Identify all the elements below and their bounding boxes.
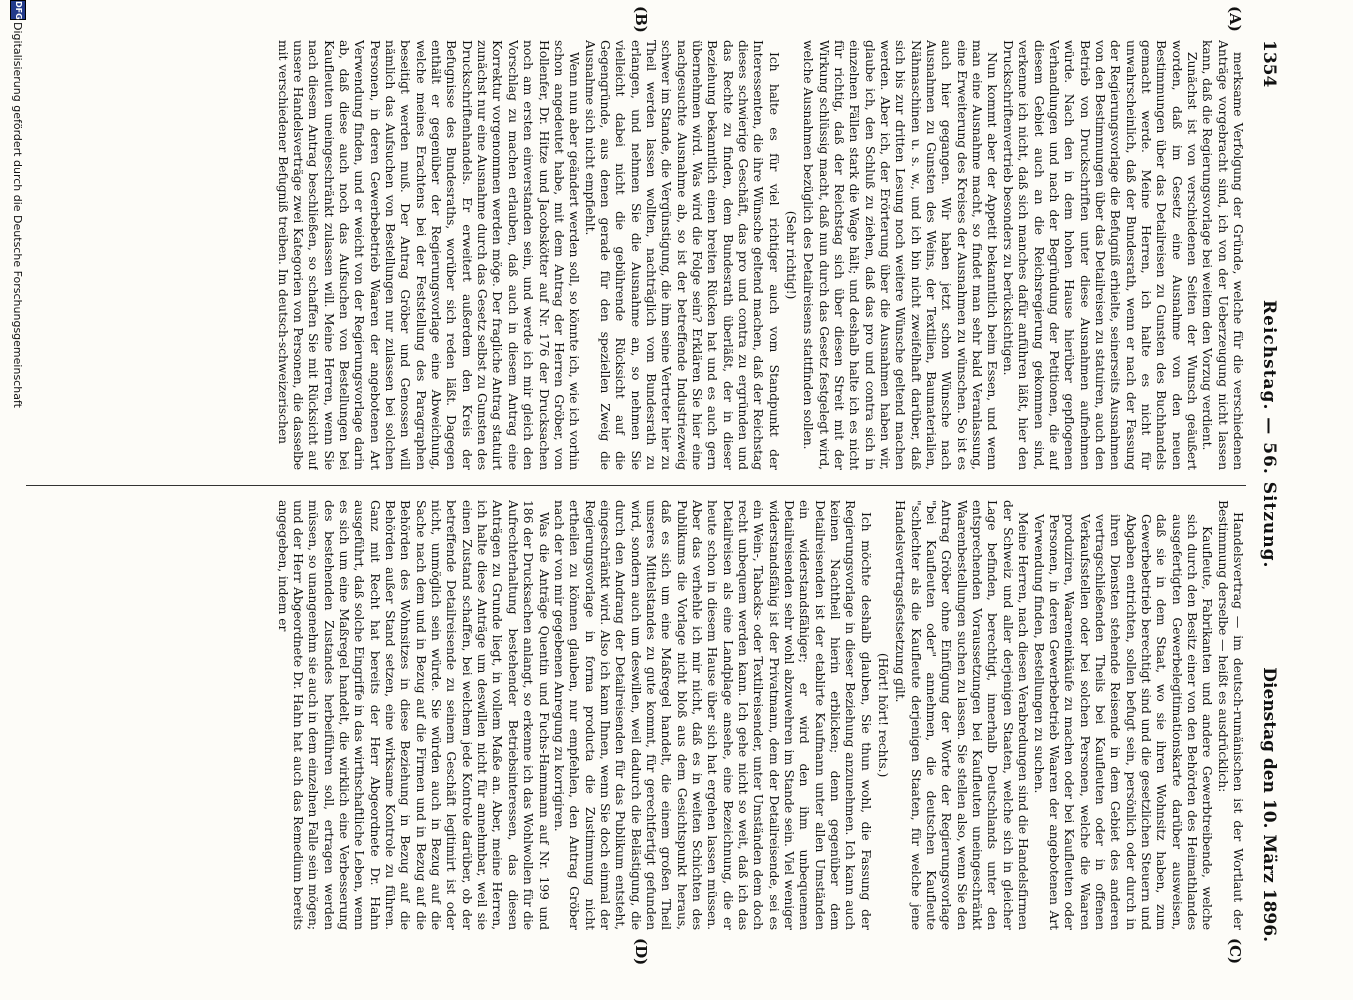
- paragraph: Meine Herren, nach diesen Verabredungen sind die Handelsfirmen der Schweiz und aller derjenigen Staaten, welche sich in gleicher Lage befinden, berechtigt, innerhalb Deutschlands unter den entsprechenden Voraussetzungen bei Kaufleuten uneingeschränkt Waarenbestellungen suchen zu lassen. Sie stellen also, wenn Sie den Antrag Gröber ohne Einfügung der Worte der Regierungsvorlage "bei Kaufleuten oder" annehmen, die deutschen Kaufleute "schlechter als die Kaufleute derjenigen Staaten, für welche jene Handelsvertragsfestsetzung gilt.: [893, 500, 1032, 930]
- footer-text: Digitalisierung gefördert durch die Deutsche Forschungsgemeinschaft: [11, 22, 24, 408]
- paragraph: Ich halte es für viel richtiger auch vom Standpunkt der Interessenten, die ihre Wünsche geltend machen, daß der Reichstag dieses schwierige Geschäft, das pro und contra zu ergründen und das Rechte zu finden, dem Bundesrath überläßt, der in dieser Beziehung bekanntlich einen breiten Rücken hat und es auch gern übernehmen wird. Was wird die Folge sein? Erklären Sie hier eine nachgesuchte Ausnahme ab, so ist der betreffende Industriezweig schwer im Stande, die Vergünstigung, die ihm seine Vertreter hier zu Theil werden lassen wollten, nachträglich vom Bundesrath zu erlangen, und nehmen Sie die Ausnahme an, so nehmen Sie vielleicht dabei nicht die gebührende Rücksicht auf die Gegengründe, aus denen gerade für den speziellen Zweig die Ausnahme sich nicht empfiehlt.: [582, 40, 782, 470]
- paragraph: Wenn nun aber geändert werden soll, so könnte ich, wie ich vorhin schon angedeutet habe, mit dem Antrag der Herren Gröber, von Hollenfer, Dr. Hitze und Jacobskötter auf Nr. 176 der Drucksachen noch am ersten einverstanden sein, und werde ich mir gleich den Vorschlag zu machen erlauben, daß auch in diesem Antrag eine Korrektur vorgenommen werden möge. Der fragliche Antrag statuirt zunächst nur eine Ausnahme durch das Gesetz selbst zu Gunsten des Druckschriftenhandels. Er erweitert außerdem den Kreis der Befugnisse des Bundesraths, worüber sich reden läßt. Dagegen enthält er gegenüber der Regierungsvorlage eine Abweichung, welche meines Erachtens bei der Feststellung des Paragraphen beseitigt werden muß. Der Antrag Gröber und Genossen will nämlich das Aufsuchen von Bestellungen nur zulassen bei solchen Personen, in deren Gewerbebetrieb Waaren der angebotenen Art Verwendung finden, und er weicht von der Regierungsvorlage darin ab, daß diese auch noch das Aufsuchen von Bestellungen bei Kaufleuten uneingeschränkt zulassen will. Meine Herren, wenn Sie nach diesem Antrag beschließen, so schaffen Sie mit Rücksicht auf unsere Handelsverträge zwei Kategorien von Personen, die dasselbe mit verschiedener Befugniß treiben. Im deutsch-schweizerischen: [275, 40, 583, 470]
- left-column: [76, 40, 1246, 470]
- column-divider: [26, 485, 1246, 486]
- paragraph: Nun kommt aber der Appetit bekanntlich beim Essen, und wenn man eine Ausnahme macht, so findet man sehr bald Veranlassung, eine Erweiterung des Kreises der Ausnahmen zu wünschen. So ist es auch hier gegangen. Wir haben jetzt schon Wünsche nach Ausnahmen zu Gunsten des Weins, der Textilien, Baumaterialien, Nähmaschinen u. s. w., und ich bin nicht zweifelhaft darüber, daß sich bis zur dritten Lesung noch weitere Wünsche geltend machen werden. Aber ich, der Erörterung über die Ausnahmen haben wir, glaube ich, den Schluß zu ziehen, daß das pro und contra sich in einzelnen Fällen stark die Wage hält; und deshalb halte ich es nicht für richtig, daß der Reichstag sich über diesen Streit mit der Wirkung schlüssig macht, daß nun durch das Gesetz festgelegt wird, welche Ausnahmen bezüglich des Detailreisens stattfinden sollen.: [801, 40, 1001, 470]
- paragraph: Zunächst ist von verschiedenen Seiten der Wunsch geäußert worden, daß im Gesetz eine Ausnahme von den neuen Bestimmungen über das Detailreisen zu Gunsten des Buchhandels gemacht werde. Meine Herren, ich halte es nicht für unwahrscheinlich, daß der Bundesrath, wenn er nach der Fassung der Regierungsvorlage die Befugniß erhielte, seinerseits Ausnahmen von den Bestimmungen über das Detailreisen zu statuiren, auch den Betrieb von Druckschriften unter diese Ausnahmen aufnehmen würde. Nach den in dem hohen Hause hierüber gepflogenen Verhandlungen und nach der Begründung der Petitionen, die auf diesem Gebiet auch an die Reichsregierung gekommen sind, verkenne ich nicht, daß sich manches dafür anführen läßt, hier den Druckschriftenvertrieb besonders zu berücksichtigen.: [1000, 40, 1200, 470]
- margin-marker-b: (B): [632, 6, 650, 33]
- page-header: [1256, 40, 1282, 950]
- right-column: [76, 500, 1246, 930]
- session-title: Reichstag. — 56. Sitzung.: [1259, 300, 1279, 569]
- dfg-logo-icon: DFG: [10, 0, 26, 20]
- interjection: (Hört! hört! rechts.): [876, 652, 892, 778]
- interjection: (Sehr richtig!): [784, 210, 800, 300]
- page-number: 1354: [1259, 40, 1279, 88]
- margin-marker-a: (A): [1226, 6, 1244, 32]
- paragraph: Was die Anträge Quentin und Fuchs-Hammann auf Nr. 199 und 186 der Drucksachen anlangt, so erkenne ich das Wohlwollen für die Aufrechterhaltung bestehender Betriebsinteressen, das diesen Anträgen zu Grunde liegt, in vollem Maße an. Aber, meine Herren, ich halte diese Anträge um deswillen nicht für annehmbar, weil sie einen Zustand schaffen, bei welchem jede Kontrole darüber, ob der betreffende Detailreisende zu seinem Geschäft legitimirt ist oder nicht, unmöglich sein würde. Sie würden auch in Bezug auf die Sache nach dem und in Bezug auf die Firmen und in Bezug auf die Behörden des Wohnsitzes in diese Beziehung in Bezug auf die Behörden außer Stand setzen, eine wirksame Kontrole zu führen. Ganz mit Recht hat bereits der Herr Abgeordnete Dr. Hahn ausgeführt, daß solche Eingriffe in das wirthschaftliche Leben, wenn es sich um eine Maßregel handelt, die wirklich eine Verbesserung des bestehenden Zustandes herbeiführen soll, ertragen werden müssen, so unangenehm sie auch in dem einzelnen Falle sein mögen; und der Herr Abgeordnete Dr. Hahn hat auch das Remedium bereits angegeben, indem er: [275, 500, 552, 930]
- margin-marker-d: (D): [632, 938, 650, 966]
- quoted-treaty-text: Kaufleute, Fabrikanten und andere Gewerbtreibende, welche sich durch den Besitz einer von den Behörden des Heimathlandes ausgefertigten Gewerbelegitimationskarte darüber ausweisen, daß sie in dem Staat, wo sie ihren Wohnsitz haben, zum Gewerbebetrieb berechtigt sind und die gesetzlichen Steuern und Abgaben entrichten, sollen befugt sein, persönlich oder durch in ihren Diensten stehende Reisende in dem Gebiet des anderen vertragschließenden Theils bei Kaufleuten oder in offenen Verkaufsstellen oder bei solchen Personen, welche die Waaren produziren, Waareneinkäufe zu machen oder bei Kaufleuten oder Personen, in deren Gewerbebetrieb Waaren der angebotenen Art Verwendung finden, Bestellungen zu suchen.: [1031, 514, 1216, 930]
- paragraph: Ich möchte deshalb glauben, Sie thun wohl, die Fassung der Regierungsvorlage in dieser Beziehung anzunehmen. Ich kann auch keinen Nachtheil hierin erblicken; denn gegenüber dem Detailreisenden ist der etablirte Kaufmann unter allen Umständen ein widerstandsfähiger; er wird den ihm unbequemen Detailreisenden sehr wohl abzuwehren im Stande sein. Viel weniger widerstandsfähig ist der Privatmann, dem der Detailreisende, sei es ein Wein-, Tabacks- oder Textilreisender, unter Umständen dem doch recht unbequem werden kann. Ich gehe nicht so weit, daß ich das Detailreisen als eine Landplage ansehe, eine Bezeichnung, die er heute schon in diesem Hause über sich hat ergehen lassen müssen. Aber das verhehle ich mir nicht, daß es in weiten Schichten des Publikums die Vorlage nicht bloß aus dem Gesichtspunkt heraus, daß es sich um eine Maßregel handelt, die einem großen Theil unseres Mittelstandes zu gute kommt, für gerechtfertigt gefunden wird, sondern auch um deswillen, weil dadurch die Belästigung, die durch den Andrang der Detailreisenden für das Publikum entsteht, eingeschränkt wird. Also ich kann Ihnen, wenn Sie doch einmal der Regierungsvorlage in forma producta die Zustimmung nicht ertheilen zu können glauben, nur empfehlen, den Antrag Gröber nach der von mir gegebenen Anregung zu korrigiren.: [551, 500, 874, 930]
- digitization-footer: [6, 0, 28, 970]
- paragraph: merksame Verfolgung der Gründe, welche für die verschiedenen Anträge vorgebracht sind, ich von der Ueberzeugung nicht lassen kann, daß die Regierungsvorlage bei weitem den Vorzug verdient.: [1200, 40, 1246, 470]
- session-date: Dienstag den 10. März 1896.: [1259, 667, 1279, 942]
- paragraph: Handelsvertrag — im deutsch-rumänischen ist der Wortlaut der Bestimmung derselbe — heißt es ausdrücklich:: [1215, 500, 1246, 930]
- margin-marker-c: (C): [1226, 938, 1244, 965]
